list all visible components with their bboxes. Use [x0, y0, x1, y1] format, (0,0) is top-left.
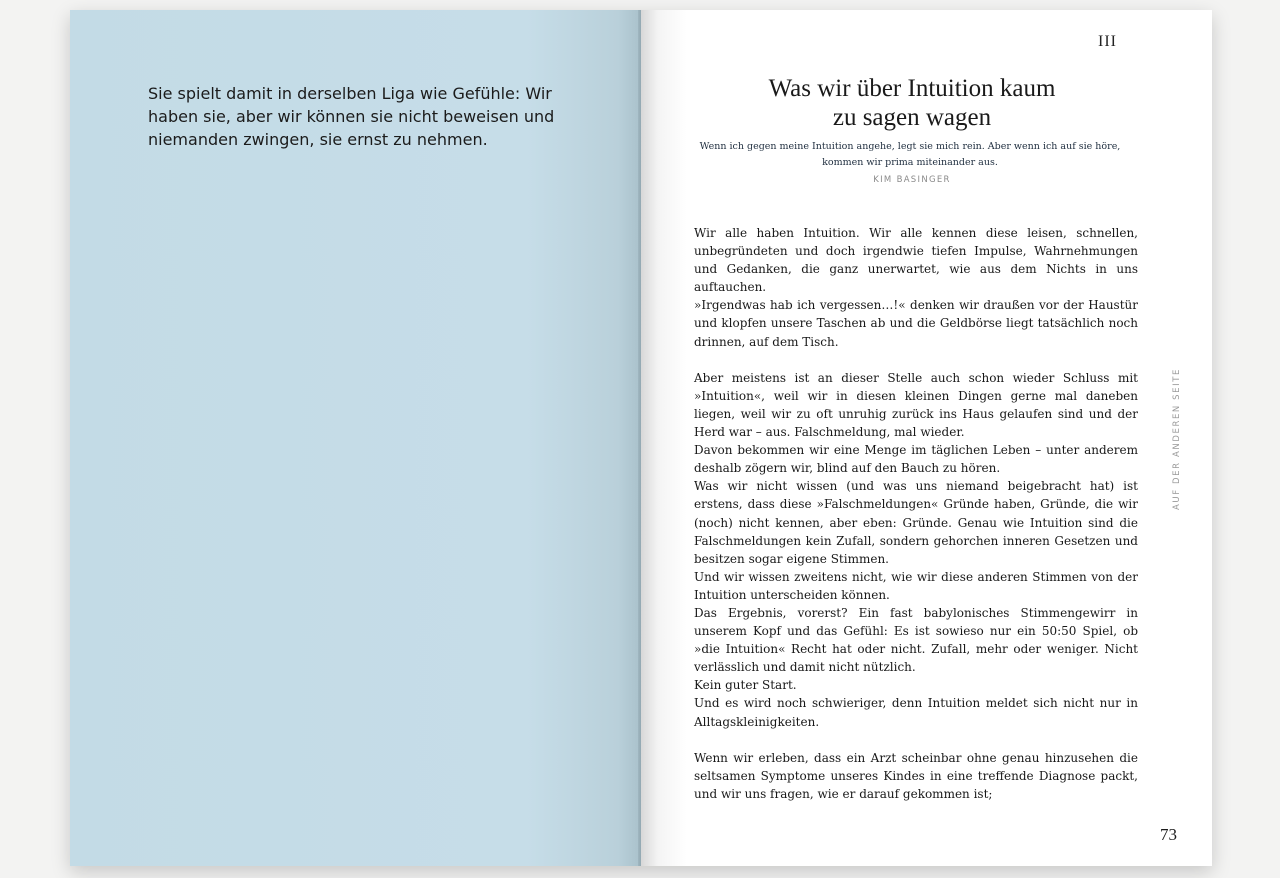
body-paragraph: Wir alle haben Intuition. Wir alle kennen diese leisen, schnellen, unbegründeten und doch irgendwie tiefen Impulse, Wahrnehmungen und Gedanken, die ganz unerwartet, wie aus dem Nichts in uns auftauchen. [694, 226, 1138, 295]
chapter-title [712, 74, 1112, 132]
body-paragraph: Und wir wissen zweitens nicht, wie wir diese anderen Stimmen von der Intuition unterscheiden können. [694, 569, 1138, 602]
epigraph-quote [690, 139, 1130, 171]
body-paragraph: Aber meistens ist an dieser Stelle auch schon wieder Schluss mit »Intuition«, weil wir in diesen kleinen Dingen gerne mal daneben liegen, weil wir zu oft unruhig zurück ins Haus gelaufen sind und der Herd war – aus. Falschmeldung, mal wieder. [694, 370, 1138, 440]
body-paragraph: »Irgendwas hab ich vergessen…!« denken wir draußen vor der Haustür und klopfen unsere Taschen ab und die Geldbörse liegt tatsächlich noch drinnen, auf dem Tisch. [694, 298, 1138, 349]
chapter-title-line-2: zu sagen wagen [832, 104, 992, 131]
body-paragraph: Kein guter Start. [694, 678, 797, 693]
body-paragraph: Und es wird noch schwieriger, denn Intuition meldet sich nicht nur in Alltagskleinigkeiten. [694, 696, 1138, 729]
body-paragraph: Wenn wir erleben, dass ein Arzt scheinbar ohne genau hinzusehen die seltsamen Symptome unseres Kindes in eine treffende Diagnose packt, und wir uns fragen, wie er darauf gekommen ist; [694, 750, 1138, 801]
running-side-label: AUF DER ANDEREN SEITE [1172, 367, 1182, 510]
epigraph-line-1: Wenn ich gegen meine Intuition angehe, legt sie mich rein. Aber wenn ich auf sie höre, [699, 141, 1121, 152]
epigraph-author: KIM BASINGER [873, 175, 951, 185]
body-paragraph: Davon bekommen wir eine Menge im täglichen Leben – unter anderem deshalb zögern wir, blind auf den Bauch zu hören. [694, 443, 1138, 476]
epigraph-line-2: kommen wir prima miteinander aus. [822, 157, 998, 168]
body-paragraph: Was wir nicht wissen (und was uns niemand beigebracht hat) ist erstens, dass diese »Falschmeldungen« Gründe haben, Gründe, die wir (noch) nicht kennen, aber eben: Gründe. Genau wie Intuition sind die Falschmeldungen kein Zufall, sondern gehorchen inneren Gesetzen und besitzen sogar eigene Stimmen. [694, 479, 1138, 566]
left-page [70, 10, 641, 866]
page-number: 73 [1160, 825, 1177, 844]
chapter-title-line-1: Was wir über Intuition kaum [768, 75, 1056, 102]
chapter-number: III [1098, 33, 1117, 50]
chapter-body [694, 224, 1138, 803]
body-paragraph: Das Ergebnis, vorerst? Ein fast babylonisches Stimmengewirr in unserem Kopf und das Gefühl: Es ist sowieso nur ein 50:50 Spiel, ob »die Intuition« Recht hat oder nicht. Zufall, mehr oder weniger. Nicht verlässlich und damit nicht nützlich. [694, 605, 1138, 675]
left-page-text: Sie spielt damit in derselben Liga wie Gefühle: Wir haben sie, aber wir können sie nicht beweisen und niemanden zwingen, sie ernst zu nehmen. [148, 84, 555, 149]
